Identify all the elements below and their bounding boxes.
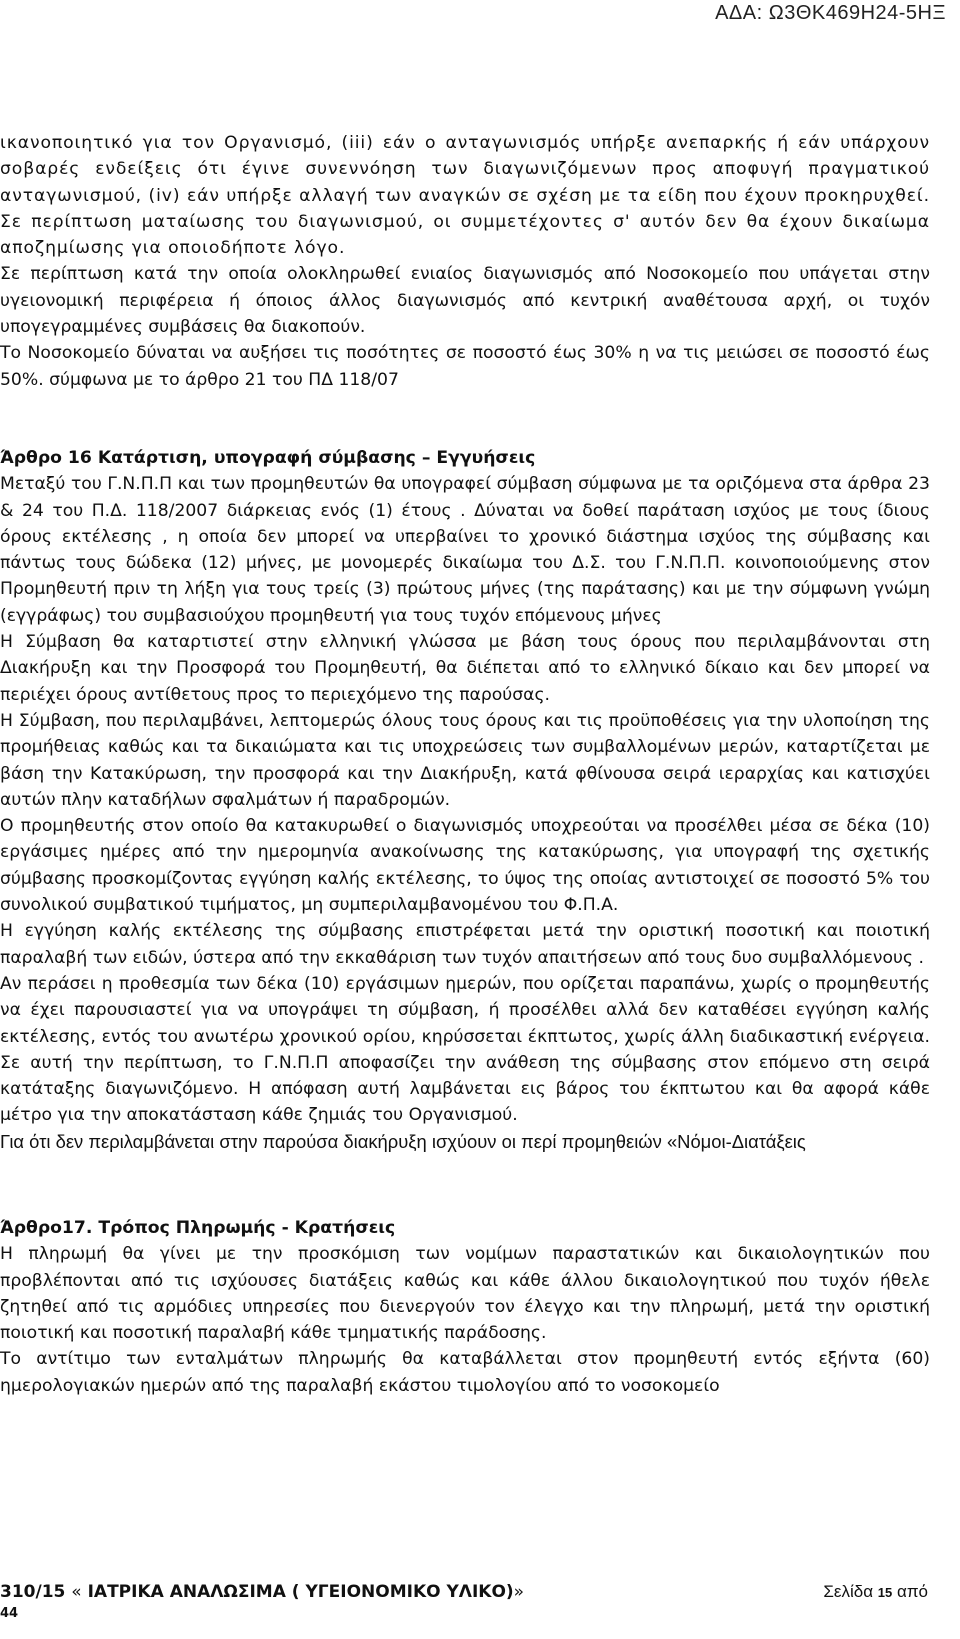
spacer — [0, 393, 930, 445]
page-of: από — [896, 1582, 928, 1601]
document-body — [0, 130, 930, 1399]
article-16-paragraph-2: Η Σύμβαση θα καταρτιστεί στην ελληνική γλώσσα με βάση τους όρους που περιλαμβάνονται στη Διακήρυξη και την Προσφορά του Προμηθευτή, θα διέπεται από το ελληνικό δίκαιο και δεν μπορεί να περιέχει όρους αντίθετους προς το περιεχόμενο της παρούσας. — [0, 632, 930, 705]
doc-code: 310/15 — [0, 1582, 66, 1602]
page-number: 15 — [877, 1585, 893, 1600]
page-indicator — [823, 1580, 928, 1605]
article-17-heading: Άρθρο17. Τρόπος Πληρωμής - Κρατήσεις — [0, 1217, 396, 1238]
ada-code: ΑΔΑ: Ω3ΘΚ469Η24-5ΗΞ — [715, 2, 946, 24]
article-16-paragraph-4: Ο προμηθευτής στον οποίο θα κατακυρωθεί ο διαγωνισμός υποχρεούται να προσέλθει μέσα σε δέκα (10) εργάσιμες ημέρες από την ημερομηνία ανακοίνωσης της κατακύρωσης, για υπογραφή της σχετικής σύμβασης προσκομίζοντας εγγύηση καλής εκτέλεσης, το ύψος της οποίας αντιστοιχεί σε ποσοστό 5% του συνολικού συμβατικού τιμήματος, μη συμπεριλαμβανομένου του Φ.Π.Α. — [0, 816, 930, 916]
spacer — [0, 1155, 930, 1215]
page-label: Σελίδα — [823, 1582, 874, 1601]
article-17-paragraph-2: Το αντίτιμο των ενταλμάτων πληρωμής θα καταβάλλεται στον προμηθευτή εντός εξήντα (60) ημερολογιακών ημερών από της παραλαβή εκάστου τιμολογίου από το νοσοκομείο — [0, 1349, 930, 1396]
footer-title-text: ΙΑΤΡΙΚΑ ΑΝΑΛΩΣΙΜΑ ( ΥΓΕΙΟΝΟΜΙΚΟ ΥΛΙΚΟ) — [81, 1582, 514, 1602]
article-16-paragraph-1: Μεταξύ του Γ.Ν.Π.Π και των προμηθευτών θα υπογραφεί σύμβαση σύμφωνα με τα οριζόμενα στα άρθρα 23 & 24 του Π.Δ. 118/2007 διάρκειας ενός (1) έτους . Δύναται να δοθεί παράταση ισχύος με τους ίδιους όρους εκτέλεσης , η οποία δεν μπορεί να υπερβαίνει το χρονικό διάστημα ισχύος της σύμβασης και πάντως τους δώδεκα (12) μήνες, με μονομερές δικαίωμα του Δ.Σ. του Γ.Ν.Π.Π. κοινοποιούμενης στον Προμηθευτή πριν τη λήξη για τους τρείς (3) πρώτους μήνες (της παράτασης) και με την σύμφωνη γνώμη (εγγράφως) του συμβασιούχου προμηθευτή για τους τυχόν επόμενους μήνες — [0, 474, 930, 626]
article-16-paragraph-6: Αν περάσει η προθεσμία των δέκα (10) εργάσιμων ημερών, που ορίζεται παραπάνω, χωρίς ο προμηθευτής να έχει παρουσιαστεί για να υπογράψει τη σύμβαση, ή προσέλθει αλλά δεν καταθέσει εγγύηση καλής εκτέλεσης, εντός του ανωτέρω χρονικού ορίου, κηρύσσεται έκπτωτος, χωρίς άλλη διαδικαστική ενέργεια. Σε αυτή την περίπτωση, το Γ.Ν.Π.Π αποφασίζει την ανάθεση της σύμβασης στον επόμενο στη σειρά κατάταξης διαγωνιζόμενο. Η απόφαση αυτή λαμβάνεται εις βάρος του έκπτωτου και θα αφορά κάθε μέτρο για την αποκατάσταση κάθε ζημιάς του Οργανισμού. — [0, 973, 930, 1126]
article-16-heading: Άρθρο 16 Κατάρτιση, υπογραφή σύμβασης – Εγγυήσεις — [0, 447, 536, 468]
article-16-closing: Για ότι δεν περιλαμβάνεται στην παρούσα διακήρυξη ισχύουν οι περί προμηθειών «Νόμοι-Διατάξεις — [0, 1130, 806, 1152]
article-16-paragraph-5: Η εγγύηση καλής εκτέλεσης της σύμβασης επιστρέφεται μετά την οριστική ποσοτική και ποιοτική παραλαβή των ειδών, ύστερα από την εκκαθάριση των τυχόν απαιτήσεων από τους δυο συμβαλλόμενους . — [0, 921, 930, 968]
footer-title — [0, 1582, 524, 1602]
article-17-paragraph-1: Η πληρωμή θα γίνει με την προσκόμιση των νομίμων παραστατικών και δικαιολογητικών που προβλέπονται από τις ισχύουσες διατάξεις καθώς και κάθε άλλου δικαιολογητικού που τυχόν ήθελε ζητηθεί από τις αρμόδιες υπηρεσίες που διενεργούν τον έλεγχο και την πληρωμή, μετά την οριστική ποιοτική και ποσοτική παραλαβή κάθε τμηματικής παράδοσης. — [0, 1244, 930, 1344]
quote-open: « — [71, 1582, 82, 1602]
intro-paragraph-2: Σε περίπτωση κατά την οποία ολοκληρωθεί ενιαίος διαγωνισμός από Νοσοκομείο που υπάγεται στην υγειονομική περιφέρεια ή όποιος άλλος διαγωνισμός από κεντρική αναθέτουσα αρχή, οι τυχόν υπογεγραμμένες συμβάσεις θα διακοπούν. — [0, 264, 930, 338]
intro-paragraph-3: Το Νοσοκομείο δύναται να αυξήσει τις ποσότητες σε ποσοστό έως 30% η να τις μειώσει σε ποσοστό έως 50%. σύμφωνα με το άρθρο 21 του ΠΔ 118/07 — [0, 343, 930, 390]
page-footer — [0, 1580, 930, 1621]
quote-close: » — [513, 1582, 525, 1602]
total-pages: 44 — [0, 1606, 19, 1621]
article-16-paragraph-3: Η Σύμβαση, που περιλαμβάνει, λεπτομερώς όλους τους όρους και τις προϋποθέσεις για την υλοποίηση της προμήθειας καθώς και τα δικαιώματα και τις υποχρεώσεις των συμβαλλομένων μερών, καταρτίζεται με βάση την Κατακύρωση, την προσφορά και την Διακήρυξη, κατά φθίνουσα σειρά ιεραρχίας και κατισχύει αυτών πλην καταδήλων σφαλμάτων ή παραδρομών. — [0, 710, 930, 810]
intro-paragraph-1: ικανοποιητικό για τον Οργανισμό, (iii) εάν ο ανταγωνισμός υπήρξε ανεπαρκής ή εάν υπάρχουν σοβαρές ενδείξεις ότι έγινε συνεννόηση των διαγωνιζόμενων προς αποφυγή πραγματικού ανταγωνισμού, (iv) εάν υπήρξε αλλαγή των αναγκών σε σχέση με τα είδη που έχουν προκηρυχθεί. Σε περίπτωση ματαίωσης του διαγωνισμού, οι συμμετέχοντες σ' αυτόν δεν θα έχουν δικαίωμα αποζημίωσης για οποιοδήποτε λόγο. — [0, 133, 930, 259]
